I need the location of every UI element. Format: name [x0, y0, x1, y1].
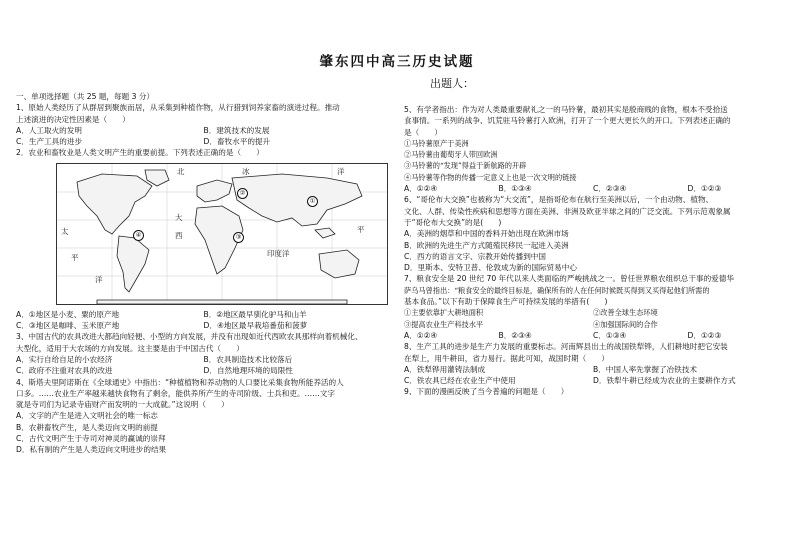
- map-label-tai: 太: [61, 226, 69, 236]
- statement-3: ③马铃薯的“发现”得益于新航路的开辟: [404, 161, 527, 171]
- map-marker-3: ③: [233, 232, 244, 243]
- map-label-da: 大: [175, 212, 183, 222]
- question-stem: 就是寺司们为记录寺庙财产而发明的一大成就。”这说明（ ）: [16, 400, 229, 410]
- statement-1: ①马铃薯原产于美洲: [404, 138, 469, 148]
- map-label-indian-ocean: 印度洋: [267, 248, 290, 258]
- question-5: [404, 104, 782, 194]
- option-b: B．①③④: [498, 184, 532, 194]
- option-b: B．农耕畜牧产生，是人类迈向文明的前提: [16, 422, 158, 432]
- section-heading: 一、单项选择题（共 25 题，每题 3 分）: [16, 92, 155, 101]
- option-b: B．建筑技术的发展: [203, 125, 270, 135]
- question-stem: 食事情。一系列的战争、饥荒驻马铃薯打入欧洲，打开了一个更大更长久的开口。下列表述正确的: [404, 116, 731, 126]
- question-stem: 2．农业和畜牧业是人类文明产生的重要前提。下列表述正确的是（ ）: [16, 148, 264, 158]
- statement-2: ②马铃薯由葡萄牙人带回欧洲: [404, 150, 498, 160]
- question-stem: 文化、人群、传染性疾病和思想等方面在美洲、非洲及欧亚半球之间的广泛交流。下列示范观象属: [404, 206, 731, 216]
- option-d: D．私有制的产生是人类迈向文明进步的结果: [16, 445, 167, 455]
- question-7: [404, 273, 782, 341]
- world-map-svg: [57, 164, 387, 304]
- map-label-yang: 洋: [337, 166, 345, 176]
- right-column: [404, 104, 782, 398]
- question-stem: 是（ ）: [404, 127, 442, 137]
- question-2: [16, 147, 391, 331]
- option-c: C．西方的语言文字、宗教开始传播到中国: [404, 251, 546, 261]
- question-stem: 3、中国古代的农具改进大都趋向轻便、小型的方向发展，并没有出现如近代西欧农具那样向着机械化、: [16, 332, 363, 342]
- question-1: [16, 102, 391, 147]
- question-stem: 大型化，适用于大农场的方向发展。这主要是由于中国古代（ ）: [16, 343, 244, 353]
- author-label: 出题人：: [430, 77, 474, 90]
- map-label-yang2: 洋: [95, 274, 103, 284]
- option-d: D．①②③: [687, 330, 722, 340]
- question-9: [404, 386, 782, 397]
- question-8: [404, 341, 782, 386]
- world-map: [56, 163, 388, 305]
- option-d: D．④地区最早栽培番茄和菠萝: [203, 321, 308, 331]
- option-c: C．生产工具的进步: [16, 137, 83, 147]
- question-3: [16, 331, 391, 376]
- option-a: A．人工取火的发明: [16, 125, 82, 135]
- question-stem: 7、粮食安全是 20 世纪 70 年代以来人类面临的严峻挑战之一。曾任世界粮农组织总干事的爱德华: [404, 274, 734, 284]
- option-d: D．里斯本、安特卫普、伦敦成为新的国际贸易中心: [404, 263, 577, 273]
- question-stem: 基本食品。”以下有助于保障食生产可持续发展的举措有( ): [404, 297, 608, 307]
- option-c: C．政府不注重对农具的改进: [16, 366, 113, 376]
- question-4: [16, 377, 391, 456]
- option-a: A．①地区是小麦、粟的原产地: [16, 309, 120, 319]
- question-stem: 4、斯塔夫里阿诺斯在《全球通史》中指出：“种植植物和养动物的人口要比采集食物所能养活的人: [16, 377, 344, 387]
- map-marker-1: ①: [307, 196, 318, 207]
- option-c: C．①③④: [593, 330, 627, 340]
- map-label-bing: 冰: [242, 166, 250, 176]
- question-stem: 8、生产工具的进步是生产力发展的重要标志。河南辉县出土的战国铁犁铧，人们耕地时把它安装: [404, 342, 728, 352]
- option-d: D．自然地理环境的局限性: [203, 366, 293, 376]
- statement-1: ①主要依靠扩大耕地面积: [404, 308, 484, 318]
- question-stem: 在犁上，用牛耕田，省力易行。据此可知，战国时期（ ）: [404, 353, 610, 363]
- statement-3: ③提高农业生产科技水平: [404, 319, 484, 329]
- option-d: D．铁犁牛耕已经成为农业的主要耕作方式: [593, 376, 736, 386]
- option-d: D．畜牧水平的提升: [203, 137, 271, 147]
- statement-4: ④加强国际间的合作: [593, 319, 658, 329]
- option-a: A．铁犁铧用灌铸法制成: [404, 364, 486, 374]
- option-c: C．古代文明产生于寺司对神灵的赢诚的崇拜: [16, 434, 166, 444]
- map-label-ping: 平: [71, 252, 79, 262]
- option-d: D．①②③: [687, 184, 722, 194]
- option-a: A．文字的产生是进入文明社会的唯一标志: [16, 411, 158, 421]
- option-a: A．实行自给自足的小农经济: [16, 354, 113, 364]
- question-stem: 6、“哥伦布大交换”也被称为“大交流”，是指哥伦布在航行至美洲以后，一个由动物、植物、: [404, 195, 714, 205]
- option-a: A．美洲的烟草和中国的香料开始出现在欧洲市场: [404, 229, 569, 239]
- question-stem: 5、有学者指出：作为对人类最重要献礼之一的马铃薯，最初其实是殷商贱的食物，根本不受拾送: [404, 105, 728, 114]
- left-column: [16, 91, 391, 456]
- question-6: [404, 194, 782, 273]
- question-stem: 9、下面的漫画反映了当今普遍的问题是（ ）: [404, 387, 569, 397]
- option-b: B．②③④: [498, 330, 532, 340]
- map-label-north: 北: [177, 166, 185, 176]
- statement-4: ④马铃薯等作物的传播一定意义上也是一次文明的链接: [404, 172, 577, 182]
- option-b: B．农具制造技术比较落后: [203, 354, 293, 364]
- question-stem: 萨乌马曾指出：“粮食安全的最终目标是，确保所有的人在任何时候既买得到又买得起他们所需的: [404, 285, 710, 295]
- map-label-xi: 西: [175, 230, 183, 240]
- option-b: B．欧洲的先进生产方式随殖民移民一起进入美洲: [404, 240, 569, 250]
- page-title: 肇东四中高三历史试题: [319, 54, 475, 70]
- option-a: A．①②④: [404, 184, 438, 194]
- question-stem: 上述演进的决定性因素是（ ）: [16, 114, 130, 124]
- option-c: C．②③④: [593, 184, 627, 194]
- question-stem: 于“哥伦布大交换”的是( ): [404, 217, 502, 227]
- question-stem: 1、原始人类经历了从群居到聚族而居，从采集到种植作物，从行猎到饲养家畜的演进过程。推动: [16, 103, 340, 113]
- question-stem: 口多。……农业生产率越来越快食物有了剩余，能供养所产生的寺司阶级、士兵和吏。……文字: [16, 388, 335, 398]
- option-c: C．铁农具已经在农业生产中使用: [404, 376, 516, 386]
- map-marker-2: ②: [237, 188, 248, 199]
- map-label-ping2: 平: [357, 224, 365, 234]
- option-b: B．中国人率先掌握了冶铁技术: [593, 364, 697, 374]
- option-b: B．②地区最早驯化驴马和山羊: [203, 309, 307, 319]
- option-c: C．③地区是咖啡、玉米原产地: [16, 321, 120, 331]
- statement-2: ②改善全球生态环境: [593, 308, 658, 318]
- option-a: A．①②④: [404, 330, 438, 340]
- map-marker-4: ④: [133, 230, 144, 241]
